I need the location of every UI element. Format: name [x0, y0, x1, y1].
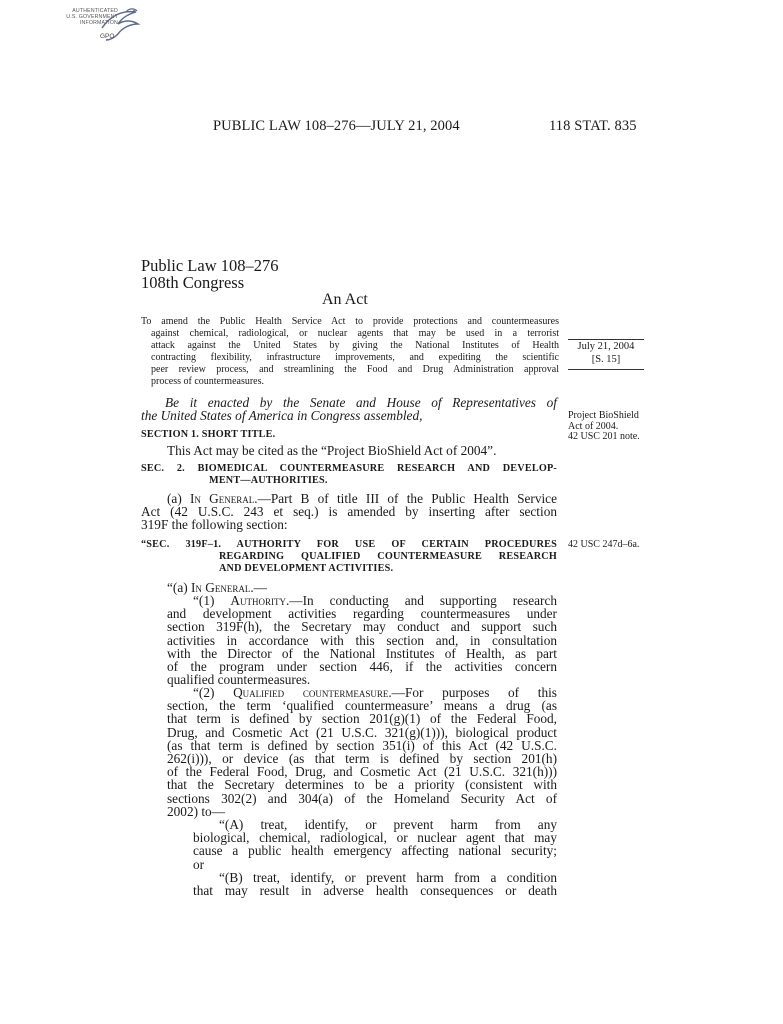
margin-note-line: 42 USC 201 note.: [568, 431, 640, 442]
para-caption: In General: [190, 580, 251, 595]
running-head-title: PUBLIC LAW 108–276—JULY 21, 2004: [213, 118, 460, 134]
gpo-authentication-seal: [56, 6, 146, 48]
date-rule-bottom: [568, 369, 644, 370]
para-label: “(a): [167, 580, 191, 595]
para-line: sections 302(2) and 304(a) of the Homeland Security Act of: [167, 790, 557, 806]
purpose-line: contracting flexibility, infrastructure improvements, and expediting the scientific: [151, 351, 559, 363]
para-text: .—In conducting and supporting research: [285, 593, 557, 608]
para-line: cause a public health emergency affecting national security;: [193, 843, 557, 859]
para-line: activities in accordance with this section and, in consultation: [167, 632, 557, 648]
seal-line-3: INFORMATION: [79, 20, 118, 26]
para-line: or: [193, 856, 205, 872]
enacting-clause: [141, 396, 557, 423]
law-number: Public Law 108–276: [141, 256, 279, 275]
section-2-heading: [141, 463, 557, 487]
purpose-line: peer review process, and streamlining the Food and Drug Administration approval: [151, 363, 559, 375]
paragraph-2-qualified-countermeasure: [167, 686, 557, 818]
para-line: 2002) to—: [167, 803, 225, 819]
para-line: Drug, and Cosmetic Act (21 U.S.C. 321(g)(1))), biological product: [167, 724, 557, 740]
para-line: that term is defined by section 201(g)(1) of the Federal Food,: [167, 711, 557, 727]
act-title: An Act: [322, 291, 368, 308]
para-line: Act (42 U.S.C. 243 et seq.) is amended by inserting after section: [141, 504, 557, 520]
purpose-paragraph: [141, 316, 559, 387]
heading-line: SEC. 2. BIOMEDICAL COUNTERMEASURE RESEARCH AND DEVELOP-: [141, 463, 557, 474]
para-caption: Qualified countermeasure: [233, 685, 389, 700]
eagle-seal-icon: [96, 6, 142, 46]
margin-usc-note: 42 USC 247d–6a.: [568, 539, 640, 550]
seal-gpo-label: GPO: [100, 33, 115, 40]
para-line: “(A) treat, identify, or prevent harm from any: [219, 817, 557, 832]
subparagraph-b: [193, 871, 557, 897]
para-label: “(1): [193, 593, 231, 608]
purpose-line: against chemical, radiological, or nuclear agents that may be used in a terrorist: [151, 327, 559, 339]
heading-line: REGARDING QUALIFIED COUNTERMEASURE RESEARCH: [219, 551, 557, 563]
section-1-heading: SECTION 1. SHORT TITLE.: [141, 429, 276, 440]
para-caption: Authority: [230, 593, 286, 608]
margin-note-line: Project BioShield: [568, 410, 639, 421]
margin-short-title-note: [568, 411, 640, 443]
para-line: (as that term is defined by section 351(i) of this Act (42 U.S.C.: [167, 737, 557, 753]
para-text: .—Part B of title III of the Public Health Service: [254, 491, 557, 506]
para-line: section, the term ‘qualified countermeasure’ means a drug (as: [167, 698, 557, 714]
section-2a-paragraph: [141, 492, 557, 532]
section-1-text: This Act may be cited as the “Project BioShield Act of 2004”.: [167, 443, 497, 458]
heading-line: “SEC. 319F–1. AUTHORITY FOR USE OF CERTAIN PROCEDURES: [141, 539, 557, 550]
para-line: that the Secretary determines to be a priority (consistent with: [167, 777, 557, 793]
para-line: “(B) treat, identify, or prevent harm from a condition: [219, 870, 557, 885]
bill-number: [S. 15]: [591, 353, 621, 365]
para-line: section 319F(h), the Secretary may conduct and support such: [167, 619, 557, 635]
heading-line: MENT—AUTHORITIES.: [209, 475, 328, 486]
enactment-date: July 21, 2004: [577, 341, 635, 352]
para-caption: In General: [190, 491, 255, 506]
para-line: of the program under section 446, if the activities concern: [167, 659, 557, 675]
page-stat-reference: 118 STAT. 835: [549, 118, 637, 134]
margin-note-line: Act of 2004.: [568, 420, 619, 432]
para-line: of the Federal Food, Drug, and Cosmetic Act (21 U.S.C. 321(h))): [167, 764, 557, 780]
para-text: .—: [250, 580, 267, 595]
purpose-line: To amend the Public Health Service Act to provide protections and countermeasures: [141, 316, 559, 327]
para-line: biological, chemical, radiological, or nuclear agent that may: [193, 830, 557, 846]
para-line: with the Director of the National Institutes of Health, as part: [167, 645, 557, 661]
paragraph-1-authority: [167, 594, 557, 686]
enacting-line: the United States of America in Congress assembled,: [141, 408, 423, 424]
para-label: “(2): [193, 685, 234, 700]
subparagraph-a: [193, 818, 557, 871]
purpose-line: attack against the United States by giving the National Institutes of Health: [151, 339, 559, 351]
para-label: (a): [167, 491, 190, 506]
purpose-line: process of countermeasures.: [151, 375, 265, 387]
para-line: 262(i))), or device (as that term is defined by section 201(h): [167, 751, 557, 767]
heading-line: AND DEVELOPMENT ACTIVITIES.: [219, 563, 394, 575]
para-line: qualified countermeasures.: [167, 672, 311, 688]
enacting-line: Be it enacted by the Senate and House of Representatives of: [165, 395, 557, 410]
date-rule-top: [568, 339, 644, 340]
congress: 108th Congress: [141, 273, 245, 292]
seal-line-2: U.S. GOVERNMENT: [66, 14, 118, 20]
enactment-date-box: [568, 339, 644, 370]
section-319f1-heading: [141, 539, 557, 576]
para-line: and development activities regarding countermeasures under: [167, 606, 557, 622]
para-line: 319F the following section:: [141, 517, 288, 533]
para-line: that may result in adverse health consequences or death: [193, 883, 557, 899]
seal-line-1: AUTHENTICATED: [72, 8, 118, 14]
para-text: .—For purposes of this: [388, 685, 557, 700]
